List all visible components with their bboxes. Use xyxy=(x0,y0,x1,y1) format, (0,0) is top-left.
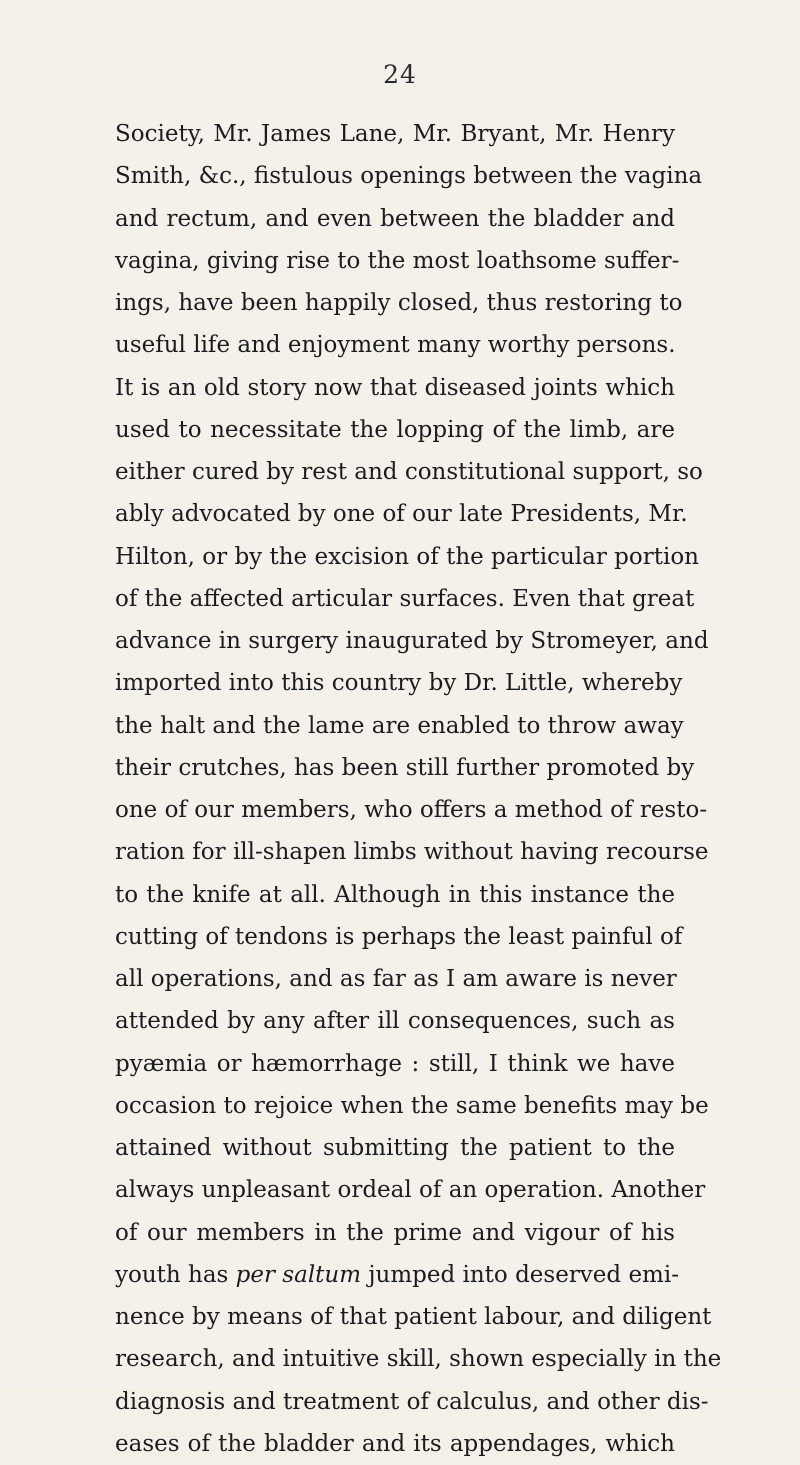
text-line: ings, have been happily closed, thus restoring to xyxy=(115,290,683,316)
text-line: Smith, &c., fistulous openings between the vagina xyxy=(115,163,703,190)
text-segment: youth has xyxy=(115,1261,236,1288)
text-segment: jumped into deserved emi- xyxy=(361,1261,679,1288)
text-line: Hilton, or by the excision of the particular portion xyxy=(115,543,699,570)
text-line: one of our members, who offers a method of resto- xyxy=(115,797,708,823)
text-line: Society, Mr. James Lane, Mr. Bryant, Mr. Henry xyxy=(115,121,675,147)
text-line: eases of the bladder and its appendages, which xyxy=(115,1430,675,1457)
text-line: It is an old story now that diseased joints which xyxy=(115,374,675,401)
text-line: ably advocated by one of our late Presidents, Mr. xyxy=(115,501,688,528)
text-line: attained without submitting the patient to the xyxy=(115,1135,675,1161)
text-line: advance in surgery inaugurated by Stromeyer, and xyxy=(115,628,709,654)
text-line: used to necessitate the lopping of the limb, are xyxy=(115,416,675,443)
text-line: occasion to rejoice when the same benefits may be xyxy=(115,1092,709,1119)
text-line: of our members in the prime and vigour of his xyxy=(115,1219,675,1246)
text-line: nence by means of that patient labour, and diligent xyxy=(115,1304,712,1330)
text-line: vagina, giving rise to the most loathsome suffer- xyxy=(115,247,680,274)
text-line: of the affected articular surfaces. Even that great xyxy=(115,585,695,612)
text-line: cutting of tendons is perhaps the least painful of xyxy=(115,923,683,950)
text-line: imported into this country by Dr. Little, whereby xyxy=(115,670,683,697)
text-line: pyæmia or hæmorrhage : still, I think we have xyxy=(115,1050,675,1077)
text-line: all operations, and as far as I am aware is never xyxy=(115,966,677,992)
text-line: the halt and the lame are enabled to throw away xyxy=(115,712,684,739)
page-number: 24 xyxy=(383,60,417,89)
text-line: to the knife at all. Although in this instance the xyxy=(115,881,675,908)
text-line: diagnosis and treatment of calculus, and other dis- xyxy=(115,1388,709,1415)
text-line: either cured by rest and constitutional support, so xyxy=(115,459,703,485)
text-line: attended by any after ill consequences, such as xyxy=(115,1008,675,1035)
text-line: research, and intuitive skill, shown especially in the xyxy=(115,1346,722,1373)
text-line-italic-phrase xyxy=(115,1254,679,1296)
text-line: always unpleasant ordeal of an operation. Another xyxy=(115,1177,706,1204)
text-line: ration for ill-shapen limbs without having recourse xyxy=(115,839,709,866)
text-line: and rectum, and even between the bladder and xyxy=(115,205,675,232)
text-line: useful life and enjoyment many worthy persons. xyxy=(115,332,676,359)
text-line: their crutches, has been still further promoted by xyxy=(115,754,695,781)
italic-phrase: per saltum xyxy=(235,1261,362,1288)
body-text xyxy=(115,113,722,1465)
